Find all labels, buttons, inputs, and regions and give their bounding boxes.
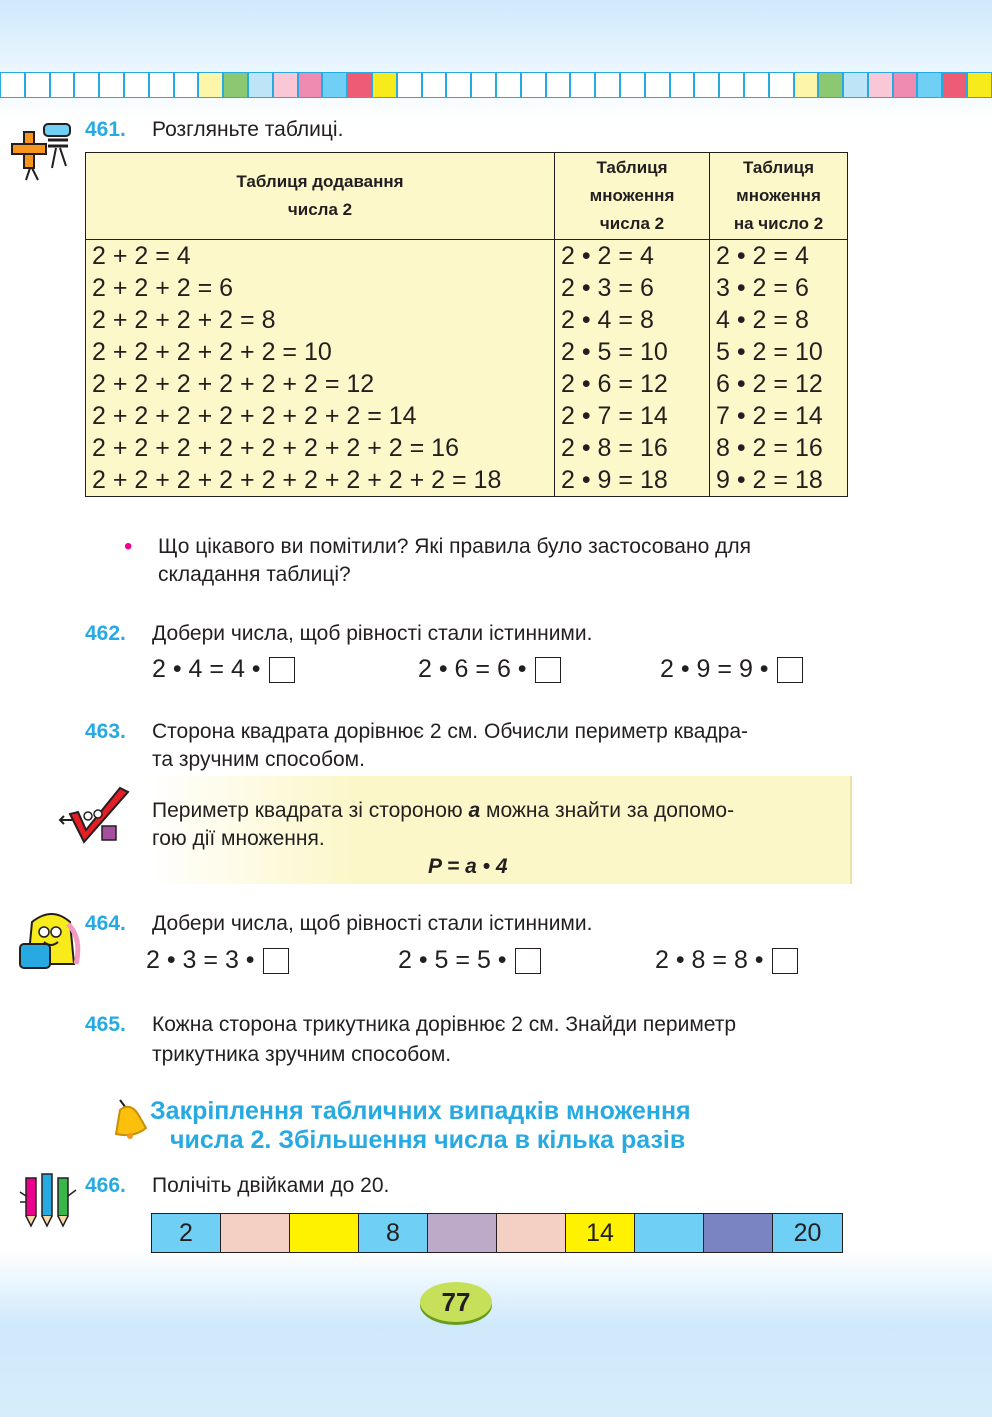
strip-cell [570,72,595,98]
exercise-number: 466. [85,1174,126,1197]
count-cell[interactable] [221,1214,290,1252]
count-cell[interactable] [704,1214,773,1252]
table-row: 2 • 9 = 18 [561,466,668,494]
table-row: 2 + 2 + 2 + 2 = 8 [92,306,276,334]
strip-cell [521,72,546,98]
table-row: 2 • 8 = 16 [561,434,668,462]
strip-cell [198,72,223,98]
table-row: 2 • 2 = 4 [716,242,809,270]
strip-cell [868,72,893,98]
table-row: 5 • 2 = 10 [716,338,823,366]
equation: 2 • 6 = 6 • [418,655,561,684]
question-line-1: Що цікавого ви помітили? Які правила було застосовано для [158,535,751,558]
perimeter-formula: P = a • 4 [428,855,508,878]
math-symbols-mascot-icon [10,118,76,184]
answer-box[interactable] [772,948,798,974]
strip-cell [422,72,447,98]
exercise-number: 462. [85,622,126,645]
header-mult-by: Таблиця множення на число 2 [710,153,848,240]
addition-column [86,240,555,497]
count-cell[interactable]: 8 [359,1214,428,1252]
answer-box[interactable] [515,948,541,974]
strip-cell [546,72,571,98]
strip-cell [917,72,942,98]
count-cell[interactable] [635,1214,704,1252]
exercise-text: Добери числа, щоб рівності стали істинними. [152,912,593,935]
strip-cell [347,72,372,98]
strip-cell [397,72,422,98]
strip-cell [843,72,868,98]
mult-by-column [710,240,848,497]
equation: 2 • 4 = 4 • [152,655,295,684]
exercise-text-line-1: Кожна сторона трикутника дорівнює 2 см. Знайди периметр [152,1013,737,1036]
strip-cell [719,72,744,98]
table-row: 2 • 3 = 6 [561,274,654,302]
strip-cell [25,72,50,98]
strip-cell [372,72,397,98]
strip-cell [124,72,149,98]
count-cell[interactable] [428,1214,497,1252]
table-row: 2 • 2 = 4 [561,242,654,270]
exercise-text: Добери числа, щоб рівності стали істинними. [152,622,593,645]
strip-cell [595,72,620,98]
count-cell[interactable]: 20 [773,1214,842,1252]
strip-cell [620,72,645,98]
table-row: 2 + 2 + 2 + 2 + 2 = 10 [92,338,332,366]
header-mult-of: Таблиця множення числа 2 [555,153,710,240]
table-row: 2 + 2 + 2 = 6 [92,274,234,302]
answer-box[interactable] [777,657,803,683]
page-number: 77 [420,1282,492,1322]
strip-cell [818,72,843,98]
strip-cell [149,72,174,98]
strip-cell [496,72,521,98]
count-cell[interactable]: 2 [152,1214,221,1252]
exercise-text: Полічіть двійками до 20. [152,1174,390,1197]
answer-box[interactable] [269,657,295,683]
equation: 2 • 3 = 3 • [146,946,289,975]
strip-cell [694,72,719,98]
strip-cell [50,72,75,98]
table-row: 2 + 2 + 2 + 2 + 2 + 2 + 2 + 2 = 16 [92,434,459,462]
table-row: 6 • 2 = 12 [716,370,823,398]
exercise-number: 465. [85,1013,126,1036]
strip-cell [471,72,496,98]
count-cell[interactable] [290,1214,359,1252]
table-row: 7 • 2 = 14 [716,402,823,430]
rule-line-1: Периметр квадрата зі стороною a можна знайти за допомо- [152,799,735,822]
backpack-mascot-icon [18,908,84,974]
strip-cell [794,72,819,98]
equation: 2 • 5 = 5 • [398,946,541,975]
strip-cell [967,72,992,98]
strip-cell [893,72,918,98]
header-addition: Таблиця додавання числа 2 [86,153,555,240]
exercise-text-line-2: та зручним способом. [152,748,365,771]
strip-cell [273,72,298,98]
bell-icon [112,1098,148,1140]
multiplication-tables [85,152,848,497]
equation: 2 • 9 = 9 • [660,655,803,684]
answer-box[interactable] [535,657,561,683]
exercise-text: Розгляньте таблиці. [152,118,344,141]
pencils-mascot-icon [18,1172,80,1228]
exercise-number: 464. [85,912,126,935]
table-row: 8 • 2 = 16 [716,434,823,462]
strip-cell [769,72,794,98]
equation: 2 • 8 = 8 • [655,946,798,975]
table-row: 9 • 2 = 18 [716,466,823,494]
table-row: 2 • 5 = 10 [561,338,668,366]
strip-cell [942,72,967,98]
strip-cell [174,72,199,98]
count-cell[interactable] [497,1214,566,1252]
strip-cell [0,72,25,98]
section-title: Закріплення табличних випадків множення числа 2. Збільшення числа в кілька разів [150,1097,691,1154]
exercise-number: 461. [85,118,126,141]
strip-cell [74,72,99,98]
counting-strip [151,1213,843,1253]
table-row: 2 + 2 + 2 + 2 + 2 + 2 = 12 [92,370,375,398]
table-row: 2 • 4 = 8 [561,306,654,334]
variable-a: a [468,799,481,822]
table-row: 2 + 2 = 4 [92,242,191,270]
question-line-2: складання таблиці? [158,563,351,586]
strip-cell [744,72,769,98]
strip-cell [298,72,323,98]
table-row: 2 + 2 + 2 + 2 + 2 + 2 + 2 = 14 [92,402,417,430]
table-row: 3 • 2 = 6 [716,274,809,302]
table-row: 2 • 7 = 14 [561,402,668,430]
strip-cell [322,72,347,98]
table-row: 2 • 6 = 12 [561,370,668,398]
exercise-number: 463. [85,720,126,743]
exercise-text-line-1: Сторона квадрата дорівнює 2 см. Обчисли периметр квадра- [152,720,749,743]
bullet: • [124,533,133,560]
strip-cell [645,72,670,98]
table-row: 4 • 2 = 8 [716,306,809,334]
answer-box[interactable] [263,948,289,974]
strip-cell [248,72,273,98]
decorative-color-strip [0,72,992,100]
strip-cell [99,72,124,98]
table-row: 2 + 2 + 2 + 2 + 2 + 2 + 2 + 2 + 2 = 18 [92,466,502,494]
count-cell[interactable]: 14 [566,1214,635,1252]
checkmark-mascot-icon [58,786,134,852]
top-background [0,0,992,120]
strip-cell [223,72,248,98]
strip-cell [670,72,695,98]
rule-line-2: гою дії множення. [152,827,325,850]
exercise-text-line-2: трикутника зручним способом. [152,1043,452,1066]
strip-cell [446,72,471,98]
bottom-background [0,1250,992,1417]
mult-of-column [555,240,710,497]
